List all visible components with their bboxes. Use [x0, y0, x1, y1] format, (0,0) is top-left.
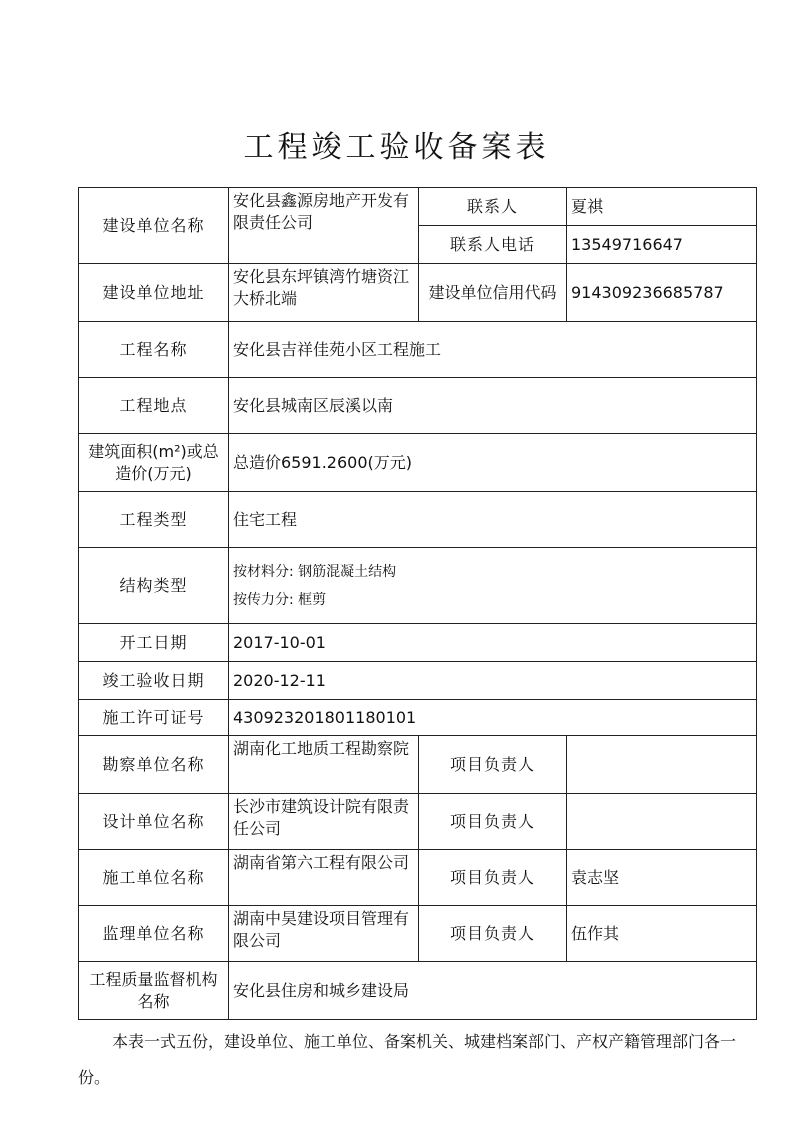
quality-agency-value: 安化县住房和城乡建设局	[229, 962, 757, 1020]
construction-unit-value: 湖南省第六工程有限公司	[229, 850, 419, 906]
project-type-value: 住宅工程	[229, 492, 757, 548]
survey-unit-label: 勘察单位名称	[79, 736, 229, 794]
design-pm-value	[567, 794, 757, 850]
survey-pm-value	[567, 736, 757, 794]
supervision-unit-value: 湖南中昊建设项目管理有限公司	[229, 906, 419, 962]
construction-pm-value: 袁志坚	[567, 850, 757, 906]
structure-type-value	[229, 548, 757, 624]
credit-code-value: 914309236685787	[567, 264, 757, 322]
structure-by-force: 按传力分: 框剪	[233, 591, 327, 608]
contact-label: 联系人	[419, 188, 567, 226]
contact-phone-value: 13549716647	[567, 226, 757, 264]
design-pm-label: 项目负责人	[419, 794, 567, 850]
project-name-value: 安化县吉祥佳苑小区工程施工	[229, 322, 757, 378]
supervision-pm-label: 项目负责人	[419, 906, 567, 962]
supervision-unit-label: 监理单位名称	[79, 906, 229, 962]
area-cost-value: 总造价6591.2600(万元)	[229, 434, 757, 492]
contact-phone-label: 联系人电话	[419, 226, 567, 264]
contact-value: 夏祺	[567, 188, 757, 226]
builder-address-value: 安化县东坪镇湾竹塘资江大桥北端	[229, 264, 419, 322]
supervision-pm-value: 伍作其	[567, 906, 757, 962]
builder-name-label: 建设单位名称	[79, 188, 229, 264]
builder-address-label: 建设单位地址	[79, 264, 229, 322]
construction-unit-label: 施工单位名称	[79, 850, 229, 906]
credit-code-label: 建设单位信用代码	[419, 264, 567, 322]
start-date-value: 2017-10-01	[229, 624, 757, 662]
quality-agency-label: 工程质量监督机构名称	[79, 962, 229, 1020]
construction-pm-label: 项目负责人	[419, 850, 567, 906]
builder-name-value: 安化县鑫源房地产开发有限责任公司	[229, 188, 419, 264]
structure-by-material: 按材料分: 钢筋混凝土结构	[233, 563, 397, 580]
permit-no-value: 430923201801180101	[229, 700, 757, 736]
project-type-label: 工程类型	[79, 492, 229, 548]
design-unit-label: 设计单位名称	[79, 794, 229, 850]
project-name-label: 工程名称	[79, 322, 229, 378]
structure-type-label: 结构类型	[79, 548, 229, 624]
filing-form-table	[78, 187, 757, 1020]
survey-unit-value: 湖南化工地质工程勘察院	[229, 736, 419, 794]
completion-date-label: 竣工验收日期	[79, 662, 229, 700]
footnote: 本表一式五份，建设单位、施工单位、备案机关、城建档案部门、产权产籍管理部门各一份。	[78, 1032, 737, 1087]
survey-pm-label: 项目负责人	[419, 736, 567, 794]
project-location-value: 安化县城南区辰溪以南	[229, 378, 757, 434]
start-date-label: 开工日期	[79, 624, 229, 662]
area-cost-label: 建筑面积(m²)或总造价(万元)	[79, 434, 229, 492]
project-location-label: 工程地点	[79, 378, 229, 434]
design-unit-value: 长沙市建筑设计院有限责任公司	[229, 794, 419, 850]
permit-no-label: 施工许可证号	[79, 700, 229, 736]
completion-date-value: 2020-12-11	[229, 662, 757, 700]
page-title: 工程竣工验收备案表	[243, 130, 550, 165]
